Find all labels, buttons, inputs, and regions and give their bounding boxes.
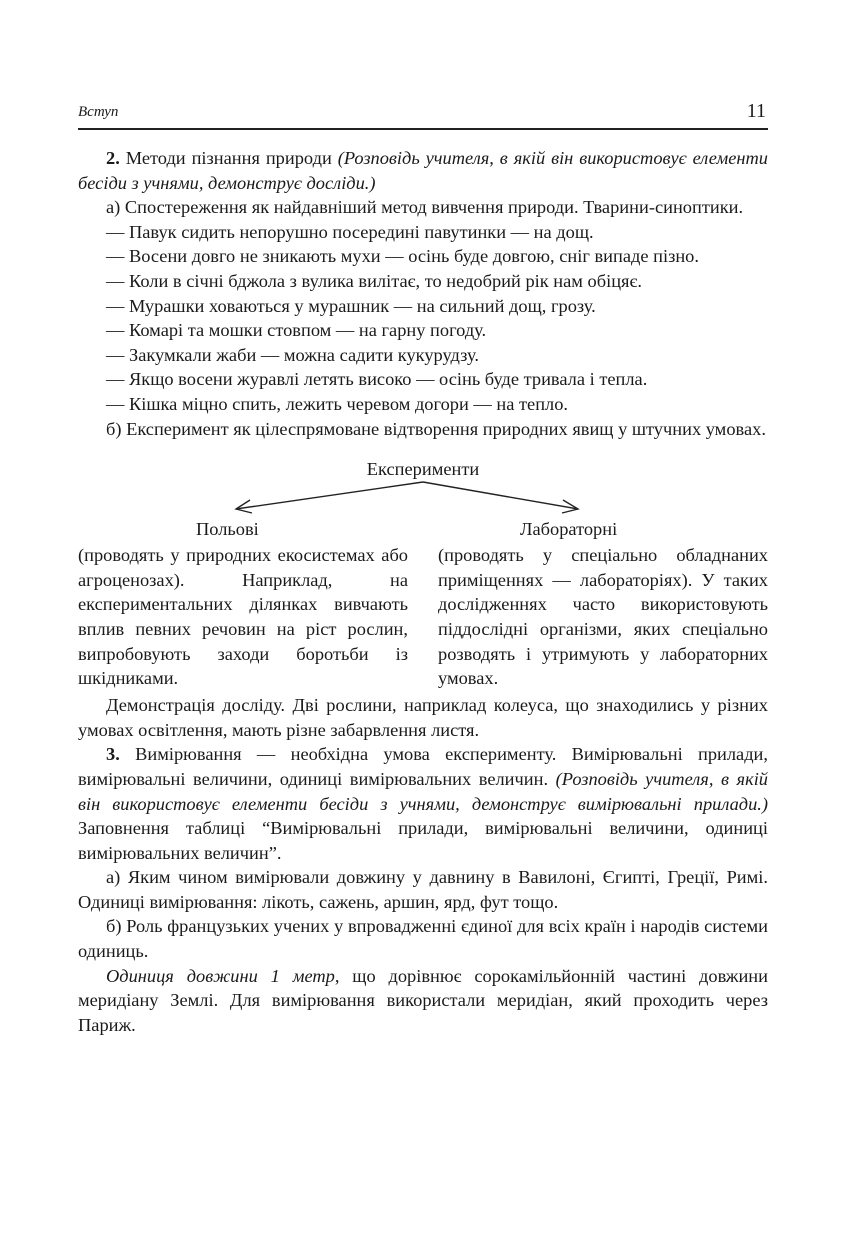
experiment-paragraph: б) Експеримент як цілеспрямоване відтворення природних явищ у штучних умовах.: [106, 418, 766, 439]
sign-item: — Кішка міцно спить, лежить черевом догори — на тепло.: [106, 393, 569, 414]
left-branch-text: (проводять у природних екосистемах або агроценозах). Наприклад, на експериментальних ділянках вивчають вплив певних речовин на ріст рослин, випробовують заходи боротьби із шкідниками.: [78, 545, 408, 689]
header-rule: [78, 128, 768, 130]
right-branch-label: Лабораторні: [520, 519, 618, 540]
section-3-text: Вимірювання — необхідна умова експерименту. Вимірювальні прилади, вимірювальні величини, одиниці вимірювальних величин.: [78, 744, 768, 789]
sign-item: — Закумкали жаби — можна садити кукурудзу.: [106, 344, 479, 365]
ancient-units-paragraph: а) Яким чином вимірювали довжину у давнину в Вавилоні, Єгипті, Греції, Римі. Одиниці вимірювання: лікоть, сажень, аршин, ярд, фут тощо.: [78, 867, 768, 912]
section-2-note: (Розповідь учителя, в якій він використовує елементи бесіди з учнями, демонструє досліди.): [78, 148, 768, 193]
sign-item: — Восени довго не зникають мухи — осінь буде довгою, сніг випаде пізно.: [106, 246, 699, 267]
diagram-arrows: [78, 443, 768, 523]
meter-text: , що дорівнює сорокамільйонній частині довжини меридіану Землі. Для вимірювання використали меридіан, який проходить через Париж.: [78, 965, 768, 1035]
section-3-note: (Розповідь учителя, в якій він використовує елементи бесіди з учнями, демонструє вимірювальні прилади.): [78, 768, 768, 814]
experiments-diagram: [78, 443, 768, 693]
meter-term: Одиниця довжини 1 метр: [106, 965, 335, 986]
running-head: Вступ: [78, 104, 119, 120]
sign-item: — Комарі та мошки стовпом — на гарну погоду.: [106, 320, 487, 341]
page-header: [78, 100, 768, 128]
sign-item: — Мурашки ховаються у мурашник — на сильний дощ, грозу.: [106, 295, 596, 316]
observation-paragraph: а) Спостереження як найдавніший метод вивчення природи. Тварини-синоптики.: [106, 197, 744, 218]
diagram-root-label: Експерименти: [366, 459, 480, 480]
demo-paragraph: Демонстрація досліду. Дві рослини, наприклад колеуса, що знаходились у різних умовах освітлення, мають різне забарвлення листя.: [78, 695, 768, 740]
section-3-number: 3.: [106, 744, 120, 765]
sign-item: — Павук сидить непорушно посередині павутинки — на дощ.: [106, 221, 594, 242]
left-branch-label: Польові: [196, 519, 259, 540]
section-2-heading: [78, 146, 768, 195]
page-number: 11: [746, 100, 766, 122]
arrow-left-line: [236, 482, 423, 509]
page-body: [78, 146, 768, 1037]
section-2-title: Методи пізнання природи: [125, 148, 332, 168]
meter-paragraph: [78, 964, 768, 1038]
sign-item: — Якщо восени журавлі летять високо — осінь буде тривала і тепла.: [106, 369, 648, 390]
sign-item: — Коли в січні бджола з вулика вилітає, то недобрий рік нам обіцяє.: [106, 270, 642, 291]
section-3-after-note: Заповнення таблиці “Вимірювальні прилади, вимірювальні величини, одиниці вимірювальних величин”.: [78, 818, 768, 863]
arrow-right-line: [423, 482, 578, 509]
right-branch-text: (проводять у спеціально обладнаних приміщеннях — лабораторіях). У таких дослідженнях часто використовують піддослідні організми, яких спеціально розводять і утримують у лабораторних умовах.: [438, 545, 768, 689]
section-2-number: 2.: [106, 148, 120, 168]
section-3-paragraph: [78, 742, 768, 865]
french-scientists-paragraph: б) Роль французьких учених у впровадженні єдиної для всіх країн і народів системи одиниць.: [78, 916, 768, 962]
